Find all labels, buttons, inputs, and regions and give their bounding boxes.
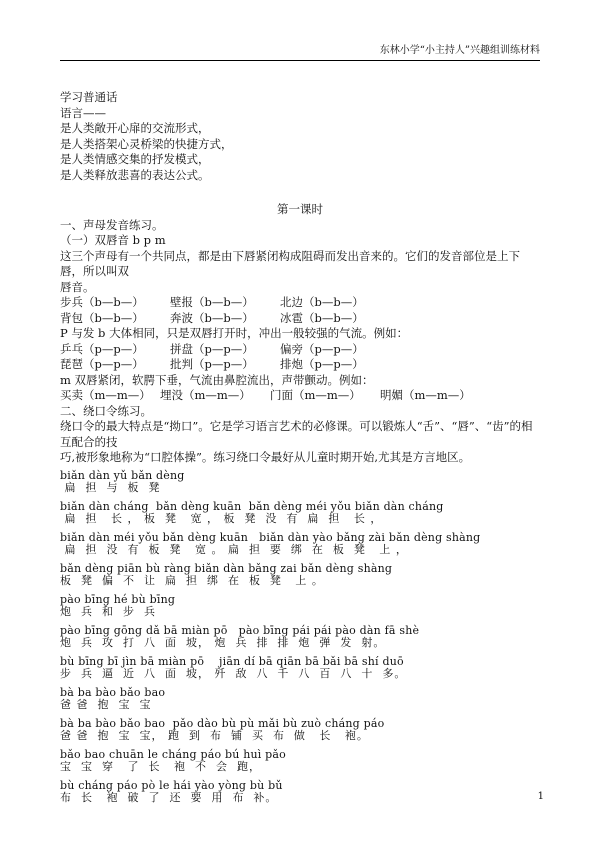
hanzi-text: 布 长 袍 破 了 还 要 用 布 补。 <box>60 790 278 804</box>
example-word: 冰雹（b—b—） <box>280 310 364 325</box>
example-row <box>60 388 540 404</box>
poem-line: 是人类敞开心扉的交流形式， <box>60 121 210 135</box>
section-heading-2: 二、绕口令练习。 <box>60 403 152 418</box>
twister-line <box>60 656 540 680</box>
page-number: 1 <box>537 791 544 802</box>
page-header: 东林小学“小主持人”兴趣组训练材料 <box>60 44 540 61</box>
hanzi-text: 板 凳 偏 不 让 扁 担 绑 在 板 凳 上 。 <box>60 573 324 587</box>
tongue-twisters <box>60 470 540 804</box>
example-word: 步兵（b—b—） <box>60 295 144 309</box>
example-row <box>60 311 540 327</box>
hanzi-text: 炮 兵 攻 打 八 面 坡， 炮 兵 排 排 炮 弹 发 射。 <box>60 635 386 649</box>
poem <box>60 90 540 183</box>
section-heading-1: 一、声母发音练习。 <box>60 217 164 232</box>
poem-line: 是人类情感交集的抒发模式， <box>60 152 210 166</box>
pinyin-text: bà ba bào bǎo bao pǎo dào bù pù mǎi bù zuò cháng páo <box>60 716 385 730</box>
paragraph: P 与发 b 大体相同，只是双唇打开时，冲出一般较强的气流。例如： <box>60 326 409 340</box>
twister-line <box>60 749 540 773</box>
example-word: 买卖（m—m—） <box>60 388 151 402</box>
poem-line: 是人类释放悲喜的表达公式。 <box>60 167 210 182</box>
pinyin-text: bǎn dèng piān bù ràng biǎn dàn bǎng zai bǎn dèng shàng <box>60 561 393 575</box>
pinyin-text: bù bīng bī jìn bā miàn pō jiān dí bā qiān bā bǎi bā shí duō <box>60 654 404 668</box>
example-word: 奔波（b—b—） <box>170 310 254 325</box>
hanzi-text: 扁 担 与 板 凳 <box>60 480 161 494</box>
twister-line <box>60 532 540 556</box>
pinyin-text: biǎn dàn cháng bǎn dèng kuān bǎn dèng méi yǒu biǎn dàn cháng <box>60 499 444 513</box>
lesson-content <box>60 202 540 811</box>
paragraph: 绕口令的最大特点是“拗口”。它是学习语言艺术的必修课。可以锻炼人“舌”、“唇”、“齿”的相互配合的技 <box>60 419 533 449</box>
example-word: 背包（b—b—） <box>60 310 144 325</box>
poem-line: 学习普通话 <box>60 90 118 104</box>
paragraph: m 双唇紧闭，软腭下垂，气流由鼻腔流出，声带颤动。例如： <box>60 372 374 387</box>
example-word: 壁报（b—b—） <box>170 295 254 309</box>
paragraph: 巧,被形象地称为“口腔体操”。练习绕口令最好从儿童时期开始,尤其是方言地区。 <box>60 450 471 464</box>
pinyin-text: bù cháng páo pò le hái yào yòng bù bǔ <box>60 778 283 792</box>
pinyin-text: bà ba bào bǎo bao <box>60 685 166 699</box>
hanzi-text: 爸 爸 抱 宝 宝 <box>60 697 152 711</box>
hanzi-text: 步 兵 逼 近 八 面 坡， 歼 敌 八 千 八 百 八 十 多。 <box>60 666 407 680</box>
example-word: 排炮（p—p—） <box>280 357 364 371</box>
paragraph: 这三个声母有一个共同点，都是由下唇紧闭构成阻碍而发出音来的。它们的发音部位是上下唇，所以叫双 <box>60 248 520 278</box>
twister-line <box>60 625 540 649</box>
example-word: 拼盘（p—p—） <box>170 341 254 356</box>
hanzi-text: 爸 爸 抱 宝 宝， 跑 到 布 铺 买 布 做 长 袍。 <box>60 728 369 742</box>
example-word: 门面（m—m—） <box>270 388 361 402</box>
twister-line <box>60 687 540 711</box>
poem-line: 是人类搭架心灵桥梁的快捷方式， <box>60 136 233 151</box>
example-row <box>60 295 540 311</box>
hanzi-text: 扁 担 长 ， 板 凳 宽 ， 板 凳 没 有 扁 担 长 ， <box>60 511 383 525</box>
lesson-title: 第一课时 <box>277 202 323 216</box>
twister-line <box>60 563 540 587</box>
twister-line <box>60 501 540 525</box>
subsection-heading: （一）双唇音 b p m <box>60 233 166 247</box>
paragraph: 唇音。 <box>60 279 95 294</box>
twister-line <box>60 780 540 804</box>
hanzi-text: 炮 兵 和 步 兵 <box>60 604 156 618</box>
example-word: 明媚（m—m—） <box>380 388 471 402</box>
example-row <box>60 342 540 358</box>
example-word: 埋没（m—m—） <box>160 388 251 402</box>
pinyin-text: biǎn dàn méi yǒu bǎn dèng kuān biǎn dàn yào bǎng zài bǎn dèng shàng <box>60 530 481 544</box>
example-word: 乒乓（p—p—） <box>60 341 144 356</box>
example-word: 琵琶（p—p—） <box>60 357 144 371</box>
hanzi-text: 扁 担 没 有 板 凳 宽 。 扁 担 要 绑 在 板 凳 上 ， <box>60 542 408 556</box>
example-word: 偏旁（p—p—） <box>280 341 364 356</box>
example-word: 北边（b—b—） <box>280 295 364 309</box>
twister-line <box>60 594 540 618</box>
twister-line <box>60 718 540 742</box>
pinyin-text: pào bīng gōng dǎ bā miàn pō pào bīng pái pái pào dàn fā shè <box>60 623 420 637</box>
pinyin-text: pào bīng hé bù bīng <box>60 592 176 606</box>
pinyin-text: biǎn dàn yǔ bǎn dèng <box>60 468 185 482</box>
pinyin-text: bǎo bao chuān le cháng páo bú huì pǎo <box>60 747 287 761</box>
poem-line: 语言—— <box>60 105 106 120</box>
example-word: 批判（p—p—） <box>170 357 254 371</box>
example-row <box>60 357 540 373</box>
twister-line <box>60 470 540 494</box>
hanzi-text: 宝 宝 穿 了 长 袍 不 会 跑， <box>60 759 261 773</box>
